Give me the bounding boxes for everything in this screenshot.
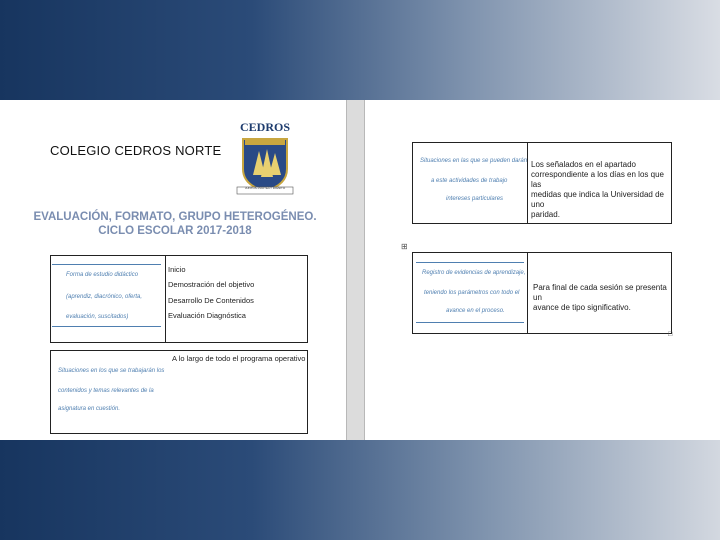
document-heading xyxy=(30,210,320,238)
box-text: paridad. xyxy=(531,210,560,219)
rule xyxy=(52,264,161,265)
box-text-block[interactable] xyxy=(533,283,671,313)
table-divider xyxy=(165,256,166,342)
box-text: avance de tipo significativo. xyxy=(533,303,631,312)
rule xyxy=(416,322,524,323)
box-text-block xyxy=(531,160,669,220)
heading-line-1: EVALUACIÓN, FORMATO, GRUPO HETEROGÉNEO. xyxy=(33,211,317,223)
box-text: Forma de estudio didáctico xyxy=(66,272,139,278)
box-text: Evaluación Diagnóstica xyxy=(168,311,246,320)
table-divider xyxy=(527,253,528,333)
box-text: Los señalados en el apartado xyxy=(531,160,636,169)
page-edge xyxy=(346,100,347,440)
box-text: correspondiente a los días en los que las xyxy=(531,170,664,189)
box-text: intereses particulares xyxy=(446,196,504,202)
box-text: (aprendiz, diacrónico, oferta, xyxy=(66,294,143,300)
box-text: evaluación, suscitados) xyxy=(66,314,129,320)
box-text: Inicio xyxy=(168,265,186,274)
box-text: avance en el proceso. xyxy=(446,308,505,314)
school-name: COLEGIO CEDROS NORTE xyxy=(50,143,222,158)
page-edge xyxy=(364,100,365,440)
box-title: A lo largo de todo el programa operativo xyxy=(172,354,306,363)
slide-top-band xyxy=(0,0,720,100)
rule xyxy=(416,262,524,263)
table-divider xyxy=(527,143,528,223)
box-text: asignatura en cuestión. xyxy=(58,406,121,412)
slide-bottom-band xyxy=(0,440,720,540)
box-text: medidas que indica la Universidad de uno xyxy=(531,190,664,209)
box-text: a este actividades de trabajo xyxy=(431,178,508,184)
logo-banner: JUNTOS PROTECT DIGNITO xyxy=(244,186,286,190)
logo-text: CEDROS xyxy=(239,120,290,134)
box-text: contenidos y temas relevantes de la xyxy=(58,388,154,394)
box-text: Para final de cada sesión se presenta un xyxy=(533,283,667,302)
table-resize-handle[interactable]: □ xyxy=(668,331,673,338)
box-text: Registro de evidencias de aprendizaje, xyxy=(422,270,526,276)
rule xyxy=(52,326,161,327)
box-text: Desarrollo De Contenidos xyxy=(168,296,254,305)
table-move-handle-icon[interactable]: ⊞ xyxy=(401,242,408,251)
box-text: Situaciones en las que se pueden darán xyxy=(420,158,528,164)
box-text: teniendo los parámetros con todo el xyxy=(424,290,520,296)
box-text: Demostración del objetivo xyxy=(168,280,255,289)
heading-line-2: CICLO ESCOLAR 2017-2018 xyxy=(98,225,252,237)
box-text: Situaciones en los que se trabajarán los xyxy=(58,368,165,374)
school-logo xyxy=(235,120,295,192)
